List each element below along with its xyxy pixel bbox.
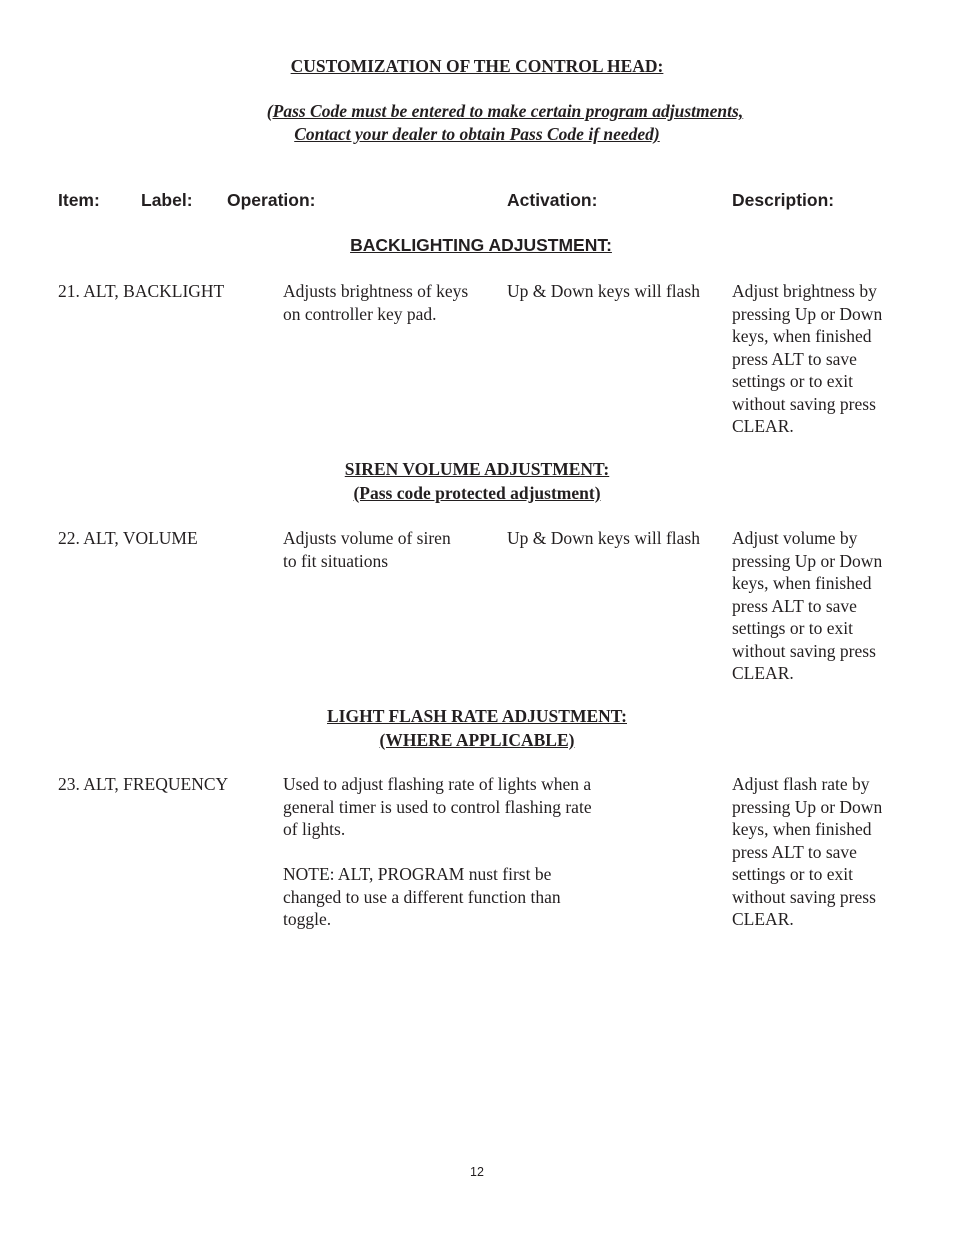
pass-code-notice-line-1: (Pass Code must be entered to make certain program adjustments, xyxy=(266,101,744,121)
column-header-description: Description: xyxy=(732,190,835,210)
row-item-label: 23. ALT, FREQUENCY xyxy=(58,774,229,794)
pass-code-notice-line-2: Contact your dealer to obtain Pass Code if needed) xyxy=(294,124,660,144)
column-header-item: Item: xyxy=(58,190,100,210)
section-heading: SIREN VOLUME ADJUSTMENT: xyxy=(344,459,610,479)
section-heading: BACKLIGHTING ADJUSTMENT: xyxy=(350,235,612,255)
section-heading: LIGHT FLASH RATE ADJUSTMENT: xyxy=(327,706,627,726)
row-operation: Used to adjust flashing rate of lights when a general timer is used to control flashing rate of lights. NOTE: ALT, PROGRAM nust first be changed to use a different function than toggle. xyxy=(283,774,592,929)
column-header-label: Label: xyxy=(141,190,193,210)
row-description: Adjust brightness by pressing Up or Down keys, when finished press ALT to save settings or to exit without saving press CLEAR. xyxy=(732,281,883,436)
row-description: Adjust flash rate by pressing Up or Down keys, when finished press ALT to save settings or to exit without saving press CLEAR. xyxy=(732,774,883,929)
row-item-label: 22. ALT, VOLUME xyxy=(58,528,198,548)
column-header-activation: Activation: xyxy=(507,190,598,210)
pass-code-notice xyxy=(0,100,954,146)
section-subheading: (Pass code protected adjustment) xyxy=(353,483,601,503)
row-activation: Up & Down keys will flash xyxy=(507,281,700,301)
section-subheading: (WHERE APPLICABLE) xyxy=(379,730,575,750)
row-operation: Adjusts brightness of keys on controller key pad. xyxy=(283,281,469,324)
row-item-label: 21. ALT, BACKLIGHT xyxy=(58,281,225,301)
column-header-operation: Operation: xyxy=(227,190,316,210)
row-description: Adjust volume by pressing Up or Down keys, when finished press ALT to save settings or to exit without saving press CLEAR. xyxy=(732,528,883,683)
row-activation: Up & Down keys will flash xyxy=(507,528,700,548)
page-number: 12 xyxy=(470,1165,484,1179)
row-operation: Adjusts volume of siren to fit situations xyxy=(283,528,451,571)
page-title: CUSTOMIZATION OF THE CONTROL HEAD: xyxy=(290,56,664,76)
